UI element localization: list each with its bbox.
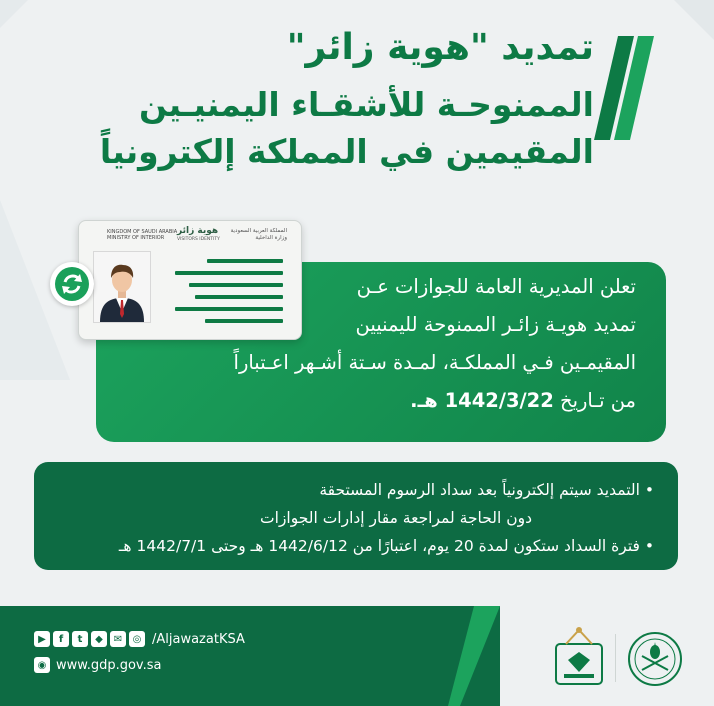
email-icon[interactable]: ✉ (110, 631, 126, 647)
divider (615, 634, 616, 682)
page-title (74, 24, 594, 171)
passports-logo-icon (548, 624, 610, 690)
title-accent-stripes (590, 36, 654, 140)
id-photo (93, 251, 151, 323)
background-shape (0, 0, 28, 28)
refresh-icon (50, 262, 94, 306)
id-card-header (87, 226, 293, 244)
notes-list (34, 476, 654, 560)
social-handle[interactable]: /AljawazatKSA (152, 631, 245, 647)
id-card-header-ar-sub: VISITORS IDENTITY (177, 237, 220, 242)
announcement-line-2: تمديد هويـة زائـر الممنوحة لليمنيين (355, 313, 636, 336)
id-line (175, 271, 283, 275)
notes-item-1-line-2: دون الحاجة لمراجعة مقار إدارات الجوازات (260, 509, 532, 527)
notes-item-1-line-1: • التمديد سيتم إلكترونياً بعد سداد الرسوم المستحقة (319, 481, 654, 499)
id-card-header-ar-right: المملكة العربية السعودية وزارة الداخلية (230, 228, 287, 241)
visitor-id-card (78, 220, 302, 340)
website-link[interactable]: www.gdp.gov.sa (56, 657, 162, 673)
ministry-emblem-icon (626, 630, 684, 688)
social-links (34, 630, 245, 648)
id-line (195, 295, 283, 299)
background-shape (674, 0, 714, 40)
id-line (189, 283, 283, 287)
notes-item-2: • فترة السداد ستكون لمدة 20 يوم، اعتبارًا من 1442/6/12 هـ وحتى 1442/7/1 هـ (118, 537, 654, 555)
facebook-icon[interactable]: f (53, 631, 69, 647)
announcement-date: 1442/3/22 هـ. (410, 389, 554, 412)
id-card-header-en: KINGDOM OF SAUDI ARABIA MINISTRY OF INTERIOR (107, 229, 178, 241)
title-line-3: المقيمين في المملكة إلكترونياً (99, 132, 594, 171)
announcement-line-1: تعلن المديرية العامة للجوازات عـن (356, 275, 636, 298)
twitter-icon[interactable]: t (72, 631, 88, 647)
announcement-date-prefix: من تـاريخ (553, 389, 636, 412)
id-line (175, 307, 283, 311)
person-avatar-icon (94, 252, 150, 322)
title-line-2: الممنوحـة للأشقـاء اليمنيـين (138, 85, 594, 124)
id-line (207, 259, 283, 263)
announcement-line-4 (96, 382, 636, 420)
title-line-1: تمديد "هوية زائر" (286, 27, 594, 68)
website-row (34, 656, 162, 674)
id-card-header-ar: هوية زائر (177, 226, 219, 236)
announcement-line-3: المقيمـين فـي المملكـة، لمـدة سـتة أشـهر اعـتباراً (233, 351, 636, 374)
youtube-icon[interactable]: ▶ (34, 631, 50, 647)
instagram-icon[interactable]: ◎ (129, 631, 145, 647)
snapchat-icon[interactable]: ◆ (91, 631, 107, 647)
id-line (205, 319, 283, 323)
globe-icon: ◉ (34, 657, 50, 673)
